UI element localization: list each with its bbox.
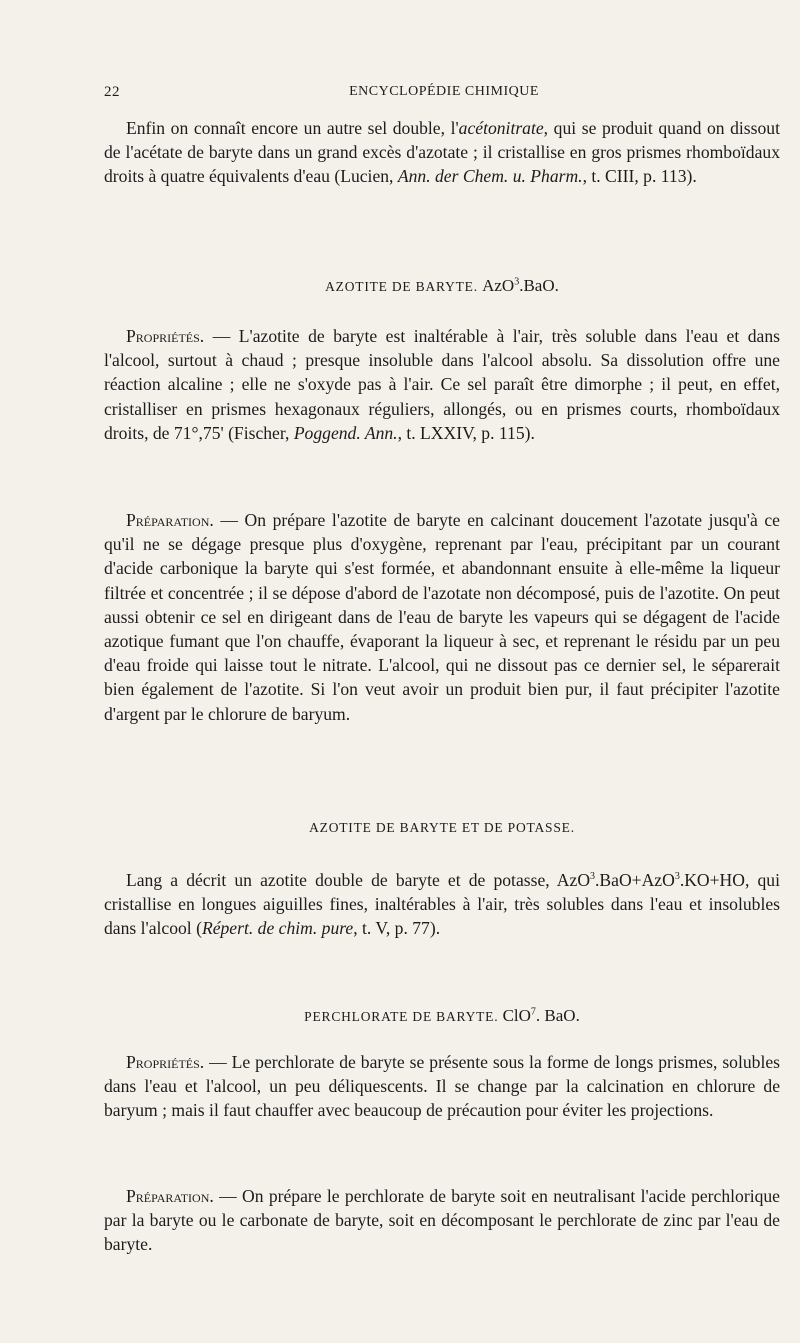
azotite-proprietes-paragraph [104,324,780,445]
intro-paragraph [104,116,780,189]
azotite-proprietes-text: — L'azotite de baryte est inaltérable à l'air, très soluble dans l'eau et dans l'alcool, surtout à chaud ; presque insoluble dans l'alcool absolu. Sa dissolution offre une réaction alcaline ; elle ne s'oxyde pas à l'air. Ce sel paraît être dimorphe ; il peut, en effet, cristalliser en prismes hexagonaux réguliers, allongés, ou en prismes courts, rhomboïdaux droits, de 71°,75' (Fischer, [104,326,780,443]
perchlorate-heading-block [104,1006,780,1026]
azotite-preparation-text: — On prépare l'azotite de baryte en calcinant doucement l'azotate jusqu'à ce qu'il ne se dégage presque plus d'oxygène, reprenant par l'eau, précipitant par un courant d'acide carbonique la baryte qui s'est formée, et abandonnant ensuite à elle-même la liqueur filtrée et concentrée ; il se dépose d'abord de l'azotate non décomposé, puis de l'azotite. On peut aussi obtenir ce sel en dirigeant dans de l'eau de baryte les vapeurs qui se dégagent de l'acide azotique fumant que l'on chauffe, évaporant la liqueur à sec, et reprenant le résidu par un peu d'eau froide qui laisse tout le nitrate. L'alcool, qui ne dissout pas ce dernier sel, le séparerait bien également de l'azotite. Si l'on veut avoir un produit bien pur, il faut précipiter l'azotite d'argent par le chlorure de baryum. [104,510,780,724]
perchlorate-heading [104,1006,780,1026]
azotite-preparation-block [104,508,780,726]
perchlorate-proprietes-text: — Le perchlorate de baryte se présente sous la forme de longs prismes, solubles dans l'eau et l'alcool, un peu déliquescents. Il se change par la calcination en chlorure de baryum ; mais il faut chauffer avec beaucoup de précaution pour éviter les projections. [104,1052,780,1121]
perchlorate-preparation-text: — On prépare le perchlorate de baryte soit en neutralisant l'acide perchlorique par la baryte ou le carbonate de baryte, soit en décomposant le perchlorate de zinc par l'eau de baryte. [104,1186,780,1255]
proprietes-label: Propriétés. [126,1052,205,1072]
double-reference: Répert. de chim. pure [201,918,354,939]
double-text-3: .KO+HO, qui cristallise en longues aiguilles fines, inaltérables à l'air, très solubles dans l'eau et insolubles dans l'alcool ( [104,870,780,939]
page-header [104,84,784,108]
double-paragraph-block [104,868,780,941]
azotite-formula: AzO$^3$.BaO. [482,276,559,295]
azotite-heading-block [104,276,780,296]
intro-paragraph-block [104,116,780,189]
running-title: ENCYCLOPÉDIE CHIMIQUE [349,84,539,99]
perchlorate-preparation-paragraph [104,1184,780,1257]
double-text-4: , t. V, p. 77). [353,918,441,939]
double-text-2: .BaO+AzO [595,870,675,890]
intro-reference: Ann. der Chem. u. Pharm. [397,166,583,187]
proprietes-label: Propriétés. [126,326,205,346]
perchlorate-preparation-block [104,1184,780,1257]
page-number: 22 [104,84,120,100]
intro-text-3: , t. CIII, p. 113). [582,166,697,187]
perchlorate-formula: ClO$^7$. BaO. [502,1006,580,1025]
perchlorate-proprietes-paragraph [104,1050,780,1123]
double-text-1: Lang a décrit un azotite double de baryte et de potasse, AzO [126,870,591,890]
azotite-preparation-paragraph [104,508,780,726]
azotite-heading-text: AZOTITE DE BARYTE. [325,279,478,294]
perchlorate-heading-text: PERCHLORATE DE BARYTE. [304,1009,499,1024]
perchlorate-proprietes-block [104,1050,780,1123]
preparation-label: Préparation. [126,510,214,530]
preparation-label: Préparation. [126,1186,214,1206]
azotite-heading [104,276,780,296]
azotite-proprietes-reference: Poggend. Ann. [293,422,398,443]
azotite-proprietes-text-end: , t. LXXIV, p. 115). [397,422,535,443]
azotite-proprietes-block [104,324,780,445]
double-paragraph: Lang a décrit un azotite double de baryte et de potasse, AzO$^3$.BaO+AzO$^3$.KO+HO, qui cristallise en longues aiguilles fines, inaltérables à l'air, très solubles dans l'eau et insolubles dans l'alcool (Répert. de chim. pure, t. V, p. 77). [104,870,780,939]
intro-term: acétonitrate [458,118,544,138]
intro-text-1: Enfin on connaît encore un autre sel double, l' [126,118,459,138]
double-heading-block [104,820,780,836]
intro-text-2: , qui se produit quand on dissout de l'acétate de baryte dans un grand excès d'azotate ; il cristallise en gros prismes rhomboïdaux droits à quatre équivalents d'eau (Lucien, [104,118,780,187]
double-heading: AZOTITE DE BARYTE ET DE POTASSE. [309,820,575,835]
